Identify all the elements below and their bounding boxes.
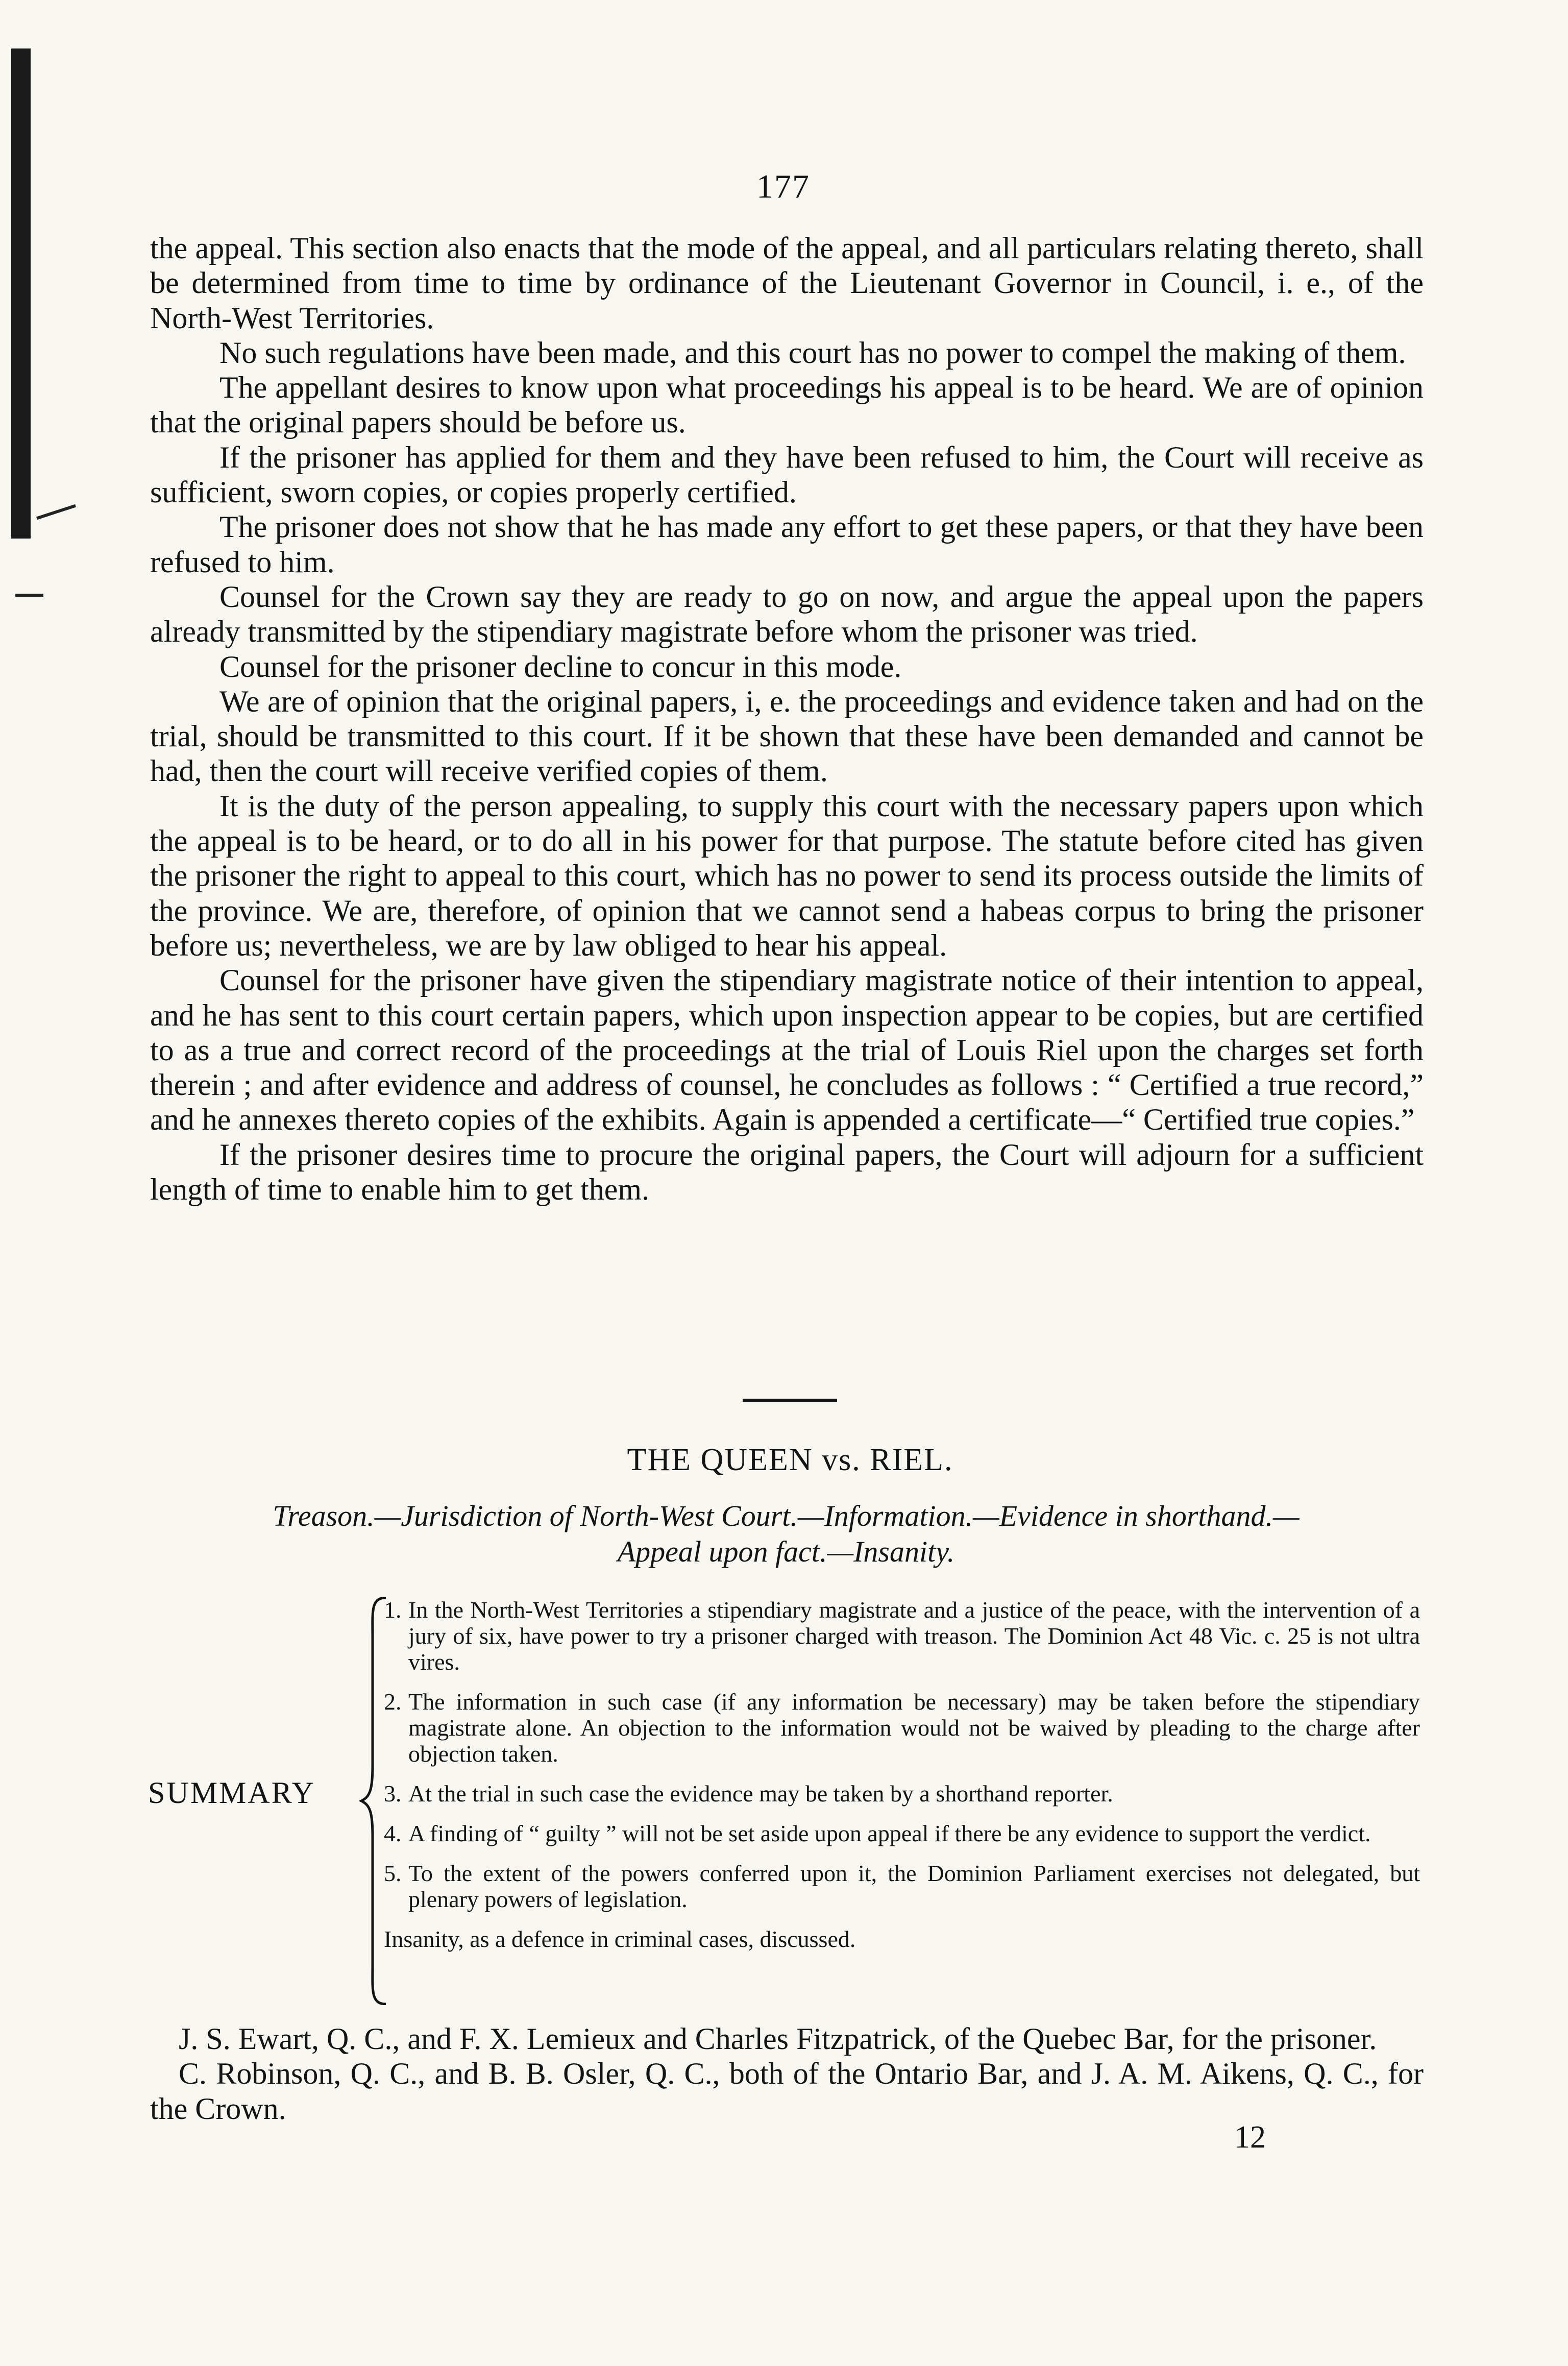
headnote xyxy=(148,1498,1424,1570)
scan-margin-mark xyxy=(11,48,31,539)
paragraph: Counsel for the prisoner decline to concur in this mode. xyxy=(219,649,902,684)
summary-item-text: To the extent of the powers conferred upon it, the Dominion Parliament exercises not delegated, but plenary powers of legislation. xyxy=(408,1860,1420,1912)
summary-item-number: 3. xyxy=(384,1780,402,1807)
counsel-for-prisoner: J. S. Ewart, Q. C., and F. X. Lemieux and Charles Fitzpatrick, of the Quebec Bar, for the prisoner. xyxy=(179,2022,1377,2056)
section-divider xyxy=(743,1399,837,1402)
summary-item xyxy=(384,1597,1420,1675)
headnote-line: Appeal upon fact.—Insanity. xyxy=(617,1535,955,1568)
paragraph: The prisoner does not show that he has made any effort to get these papers, or that they have been refused to him. xyxy=(150,510,1424,579)
summary-item xyxy=(384,1689,1420,1767)
counsel-block xyxy=(150,2021,1424,2126)
summary-item-number: 1. xyxy=(384,1597,402,1623)
page-number: 177 xyxy=(756,168,810,205)
scan-margin-stroke xyxy=(36,504,76,520)
headnote-line: Treason.—Jurisdiction of North-West Court.—Information.—Evidence in shorthand.— xyxy=(273,1499,1300,1532)
paragraph: The appellant desires to know upon what proceedings his appeal is to be heard. We are of opinion that the original papers should be before us. xyxy=(150,371,1424,440)
summary-item-text: In the North-West Territories a stipendiary magistrate and a justice of the peace, with the intervention of a jury of six, have power to try a prisoner charged with treason. The Dominion Act 48 Vic. c. 25 is not ultra vires. xyxy=(408,1597,1420,1675)
summary-tail: Insanity, as a defence in criminal cases, discussed. xyxy=(384,1926,856,1952)
summary-item xyxy=(384,1820,1420,1846)
counsel-for-crown: C. Robinson, Q. C., and B. B. Osler, Q. C., both of the Ontario Bar, and J. A. M. Aikens, Q. C., for the Crown. xyxy=(150,2057,1424,2126)
summary-item-number: 5. xyxy=(384,1860,402,1886)
folio-signature: 12 xyxy=(1234,2120,1266,2155)
summary-item xyxy=(384,1780,1420,1807)
paragraph: If the prisoner has applied for them and they have been refused to him, the Court will receive as sufficient, sworn copies, or copies properly certified. xyxy=(150,440,1424,509)
summary-item-number: 4. xyxy=(384,1820,402,1846)
paragraph: We are of opinion that the original papers, i, e. the proceedings and evidence taken and had on the trial, should be transmitted to this court. If it be shown that these have been demanded and cannot be had, then the court will receive verified copies of them. xyxy=(150,684,1424,788)
paragraph: No such regulations have been made, and this court has no power to compel the making of them. xyxy=(219,335,1406,370)
summary-item-text: A finding of “ guilty ” will not be set aside upon appeal if there be any evidence to support the verdict. xyxy=(408,1820,1371,1846)
paragraph: Counsel for the Crown say they are ready to go on now, and argue the appeal upon the papers already transmitted by the stipendiary magistrate before whom the prisoner was tried. xyxy=(150,579,1424,649)
paragraph: It is the duty of the person appealing, to supply this court with the necessary papers upon which the appeal is to be heard, or to do all in his power for that purpose. The statute before cited has given the prisoner the right to appeal to this court, which has no power to send its process outside the limits of the province. We are, therefore, of opinion that we cannot send a habeas corpus to bring the prisoner before us; nevertheless, we are by law obliged to hear his appeal. xyxy=(150,789,1424,962)
summary-item-text: The information in such case (if any information be necessary) may be taken before the stipendiary magistrate alone. An objection to the information would not be waived by pleading to the charge after objection taken. xyxy=(408,1689,1420,1767)
scan-margin-dash xyxy=(15,594,43,597)
summary-list xyxy=(384,1597,1420,1952)
paragraph: If the prisoner desires time to procure the original papers, the Court will adjourn for a sufficient length of time to enable him to get them. xyxy=(150,1137,1424,1207)
opinion-body xyxy=(150,231,1424,1207)
summary-item-number: 2. xyxy=(384,1689,402,1715)
summary-item xyxy=(384,1860,1420,1912)
paragraph: Counsel for the prisoner have given the stipendiary magistrate notice of their intention to appeal, and he has sent to this court certain papers, which upon inspection appear to be copies, but are certified to as a true and correct record of the proceedings at the trial of Louis Riel upon the charges set forth therein ; and after evidence and address of counsel, he concludes as follows : “ Certified a true record,” and he annexes thereto copies of the exhibits. Again is appended a certificate—“ Certified true copies.” xyxy=(150,963,1424,1137)
case-title: THE QUEEN vs. RIEL. xyxy=(627,1443,953,1477)
summary-label: SUMMARY xyxy=(148,1776,315,1810)
summary-item-text: At the trial in such case the evidence may be taken by a shorthand reporter. xyxy=(408,1780,1113,1807)
paragraph: the appeal. This section also enacts that the mode of the appeal, and all particulars relating thereto, shall be determined from time to time by ordinance of the Lieutenant Governor in Council, i. e., of the North-West Territories. xyxy=(150,231,1424,335)
